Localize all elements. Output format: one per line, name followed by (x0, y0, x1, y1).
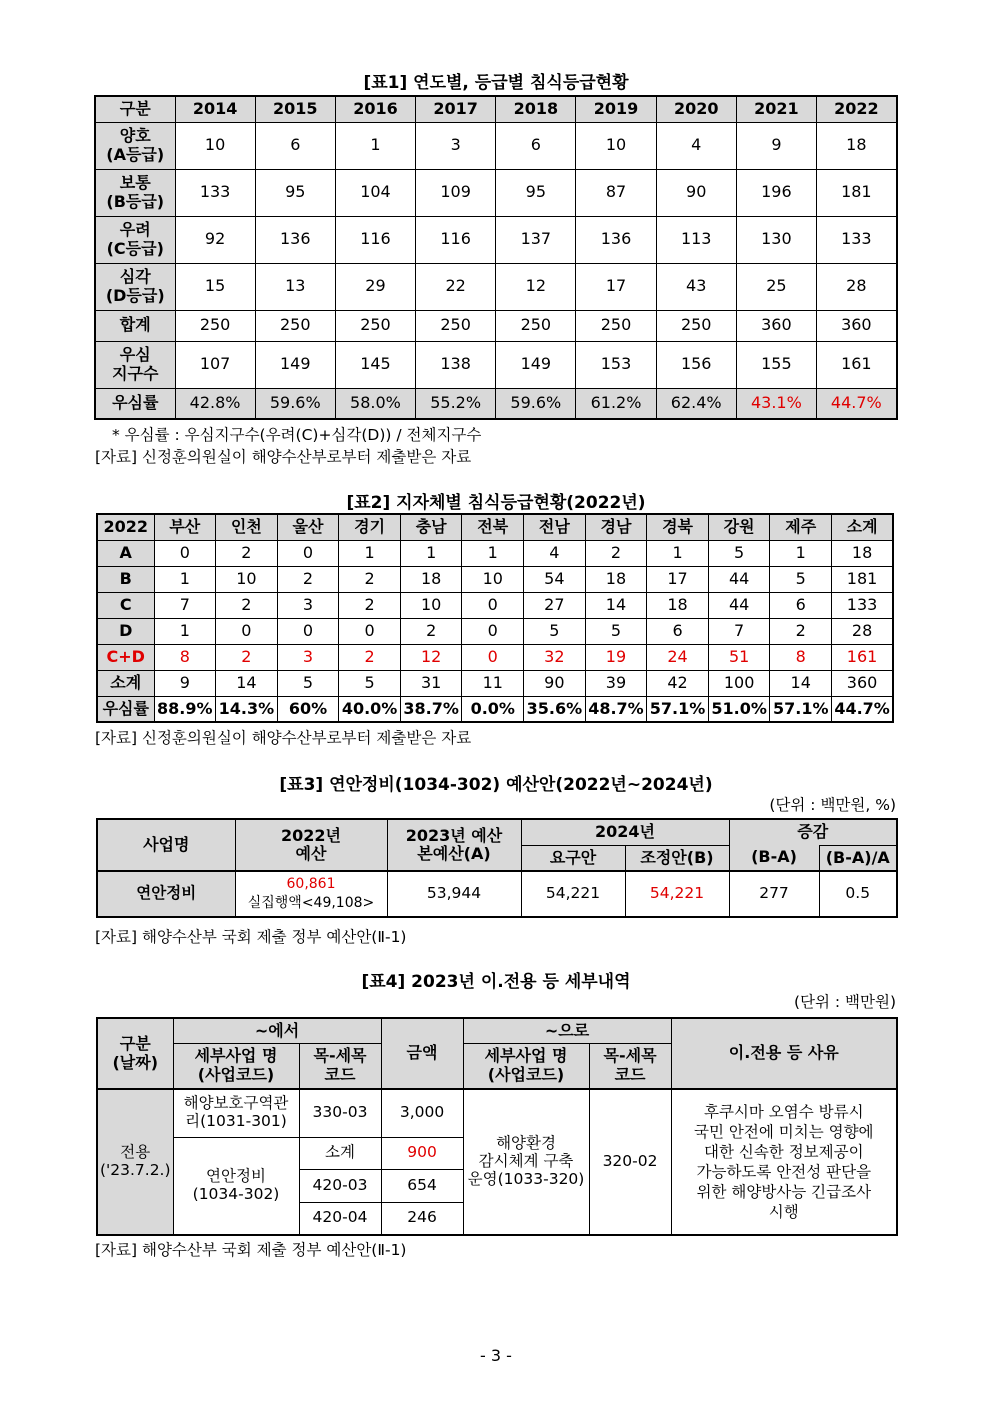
t1-cell: 87 (576, 169, 656, 216)
t2-header-region: 충남 (400, 514, 462, 540)
t1-cell: 250 (255, 310, 335, 341)
t2-cell: 51 (708, 644, 770, 670)
t2-cell: 3 (277, 644, 339, 670)
t1-cell: 149 (255, 341, 335, 388)
t2-header-region: 소계 (832, 514, 894, 540)
t2-cell: 32 (524, 644, 586, 670)
t1-cell: 153 (576, 341, 656, 388)
t1-cell: 59.6% (255, 388, 335, 419)
t1-cell: 9 (736, 122, 816, 169)
t1-header-label: 구분 (95, 96, 175, 122)
t1-header-year: 2020 (656, 96, 736, 122)
t1-row-label: 심각 (D등급) (95, 263, 175, 310)
table4 (96, 1017, 898, 1236)
page-number: - 3 - (480, 1346, 512, 1365)
t1-cell: 43 (656, 263, 736, 310)
t2-header-region: 경북 (647, 514, 709, 540)
t2-cell: 24 (647, 644, 709, 670)
t1-cell: 92 (175, 216, 255, 263)
t2-cell: 38.7% (400, 696, 462, 722)
t4-from2b-code: 420-04 (299, 1202, 381, 1235)
t1-cell: 250 (496, 310, 576, 341)
t2-cell: 51.0% (708, 696, 770, 722)
t2-cell: 18 (400, 566, 462, 592)
t4-from2-name: 연안정비 (1034-302) (173, 1137, 299, 1235)
t4-from1-code: 330-03 (299, 1089, 381, 1137)
table3-title: [표3] 연안정비(1034-302) 예산안(2022년~2024년) (279, 775, 713, 795)
t1-cell: 6 (496, 122, 576, 169)
table3-unit: (단위 : 백만원, %) (769, 796, 896, 814)
t3-h-2024: 2024년 (521, 819, 729, 845)
t3-budget-2023: 53,944 (387, 871, 521, 917)
t2-cell: 14 (585, 592, 647, 618)
t2-cell: 1 (647, 540, 709, 566)
t2-cell: 10 (400, 592, 462, 618)
t1-cell: 4 (656, 122, 736, 169)
t2-cell: 14 (216, 670, 278, 696)
t1-cell: 28 (817, 263, 897, 310)
t2-cell: 44 (708, 566, 770, 592)
t2-header-region: 제주 (770, 514, 832, 540)
t2-cell: 4 (524, 540, 586, 566)
table2-source: [자료] 신정훈의원실이 해양수산부로부터 제출받은 자료 (95, 729, 472, 747)
t2-row-label: B (97, 566, 154, 592)
t2-cell: 6 (647, 618, 709, 644)
t1-cell: 196 (736, 169, 816, 216)
t3-h-diff: (B-A) (729, 845, 819, 871)
t1-cell: 250 (416, 310, 496, 341)
t2-cell: 18 (647, 592, 709, 618)
t1-row-label: 우려 (C등급) (95, 216, 175, 263)
t2-cell: 54 (524, 566, 586, 592)
t1-header-year: 2019 (576, 96, 656, 122)
t4-h-to-name: 세부사업 명 (사업코드) (463, 1043, 589, 1089)
t2-header-region: 인천 (216, 514, 278, 540)
t2-cell: 1 (462, 540, 524, 566)
table4-title: [표4] 2023년 이.전용 등 세부내역 (361, 972, 631, 992)
table3 (96, 818, 898, 918)
t1-cell: 15 (175, 263, 255, 310)
t2-cell: 44 (708, 592, 770, 618)
t4-h-from: ~에서 (173, 1018, 381, 1043)
t2-cell: 0 (339, 618, 401, 644)
table2-title: [표2] 지자체별 침식등급현황(2022년) (346, 493, 646, 513)
t4-h-to-code: 목-세목 코드 (589, 1043, 671, 1089)
t2-cell: 0 (277, 540, 339, 566)
table1-source: [자료] 신정훈의원실이 해양수산부로부터 제출받은 자료 (95, 448, 472, 466)
table4-unit: (단위 : 백만원) (793, 993, 896, 1011)
t4-reason: 후쿠시마 오염수 방류시 국민 안전에 미치는 영향에 대한 신속한 정보제공이 가능하도록 안전성 판단을 위한 해양방사능 긴급조사 시행 (671, 1089, 897, 1235)
t1-cell: 59.6% (496, 388, 576, 419)
t1-cell: 250 (576, 310, 656, 341)
t2-cell: 42 (647, 670, 709, 696)
t2-cell: 19 (585, 644, 647, 670)
t2-cell: 2 (585, 540, 647, 566)
t1-cell: 29 (335, 263, 415, 310)
t2-cell: 2 (339, 592, 401, 618)
t1-cell: 250 (175, 310, 255, 341)
t1-cell: 156 (656, 341, 736, 388)
t2-cell: 60% (277, 696, 339, 722)
t3-h-ratio: (B-A)/A (819, 845, 897, 871)
t2-row-label: 우심률 (97, 696, 154, 722)
t2-cell: 44.7% (832, 696, 894, 722)
t2-cell: 57.1% (770, 696, 832, 722)
t3-h-adjusted: 조정안(B) (625, 845, 729, 871)
t1-header-year: 2021 (736, 96, 816, 122)
t2-cell: 5 (339, 670, 401, 696)
t2-row-label: A (97, 540, 154, 566)
t2-cell: 2 (216, 540, 278, 566)
t2-header-region: 부산 (154, 514, 216, 540)
t2-row-label: 소계 (97, 670, 154, 696)
t4-h-amount: 금액 (381, 1018, 463, 1089)
t2-cell: 0.0% (462, 696, 524, 722)
t2-cell: 27 (524, 592, 586, 618)
t2-cell: 7 (708, 618, 770, 644)
t1-cell: 12 (496, 263, 576, 310)
t1-cell: 6 (255, 122, 335, 169)
t1-header-year: 2014 (175, 96, 255, 122)
t2-cell: 40.0% (339, 696, 401, 722)
t2-cell: 0 (462, 592, 524, 618)
t2-cell: 17 (647, 566, 709, 592)
t2-cell: 31 (400, 670, 462, 696)
t2-cell: 100 (708, 670, 770, 696)
t1-cell: 130 (736, 216, 816, 263)
t1-cell: 22 (416, 263, 496, 310)
t1-cell: 145 (335, 341, 415, 388)
t4-from2a-amount: 654 (381, 1169, 463, 1202)
t2-cell: 2 (216, 592, 278, 618)
t2-header-region: 전북 (462, 514, 524, 540)
t2-header-region: 울산 (277, 514, 339, 540)
t1-cell: 133 (175, 169, 255, 216)
table4-source: [자료] 해양수산부 국회 제출 정부 예산안(Ⅱ-1) (95, 1241, 407, 1259)
t2-cell: 39 (585, 670, 647, 696)
t1-cell: 155 (736, 341, 816, 388)
t1-cell: 95 (255, 169, 335, 216)
t2-cell: 12 (400, 644, 462, 670)
t3-executed: 실집행액<49,108> (247, 895, 375, 911)
t1-cell: 104 (335, 169, 415, 216)
t2-cell: 11 (462, 670, 524, 696)
t1-cell: 61.2% (576, 388, 656, 419)
t4-h-from-name: 세부사업 명 (사업코드) (173, 1043, 299, 1089)
table2 (96, 513, 894, 723)
t2-cell: 48.7% (585, 696, 647, 722)
table3-source: [자료] 해양수산부 국회 제출 정부 예산안(Ⅱ-1) (95, 928, 407, 946)
t1-cell: 18 (817, 122, 897, 169)
t3-request: 54,221 (521, 871, 625, 917)
t2-cell: 133 (832, 592, 894, 618)
t2-cell: 2 (339, 644, 401, 670)
t1-cell: 138 (416, 341, 496, 388)
t2-row-label: D (97, 618, 154, 644)
t1-cell: 44.7% (817, 388, 897, 419)
t2-cell: 5 (708, 540, 770, 566)
t2-cell: 2 (770, 618, 832, 644)
t2-cell: 1 (154, 618, 216, 644)
t3-h-change: 증감 (729, 819, 897, 845)
t2-header-region: 경남 (585, 514, 647, 540)
t4-to-name: 해양환경 감시체계 구축 운영(1033-320) (463, 1089, 589, 1235)
t1-cell: 181 (817, 169, 897, 216)
t3-h-2022: 2022년 예산 (235, 819, 387, 871)
t2-cell: 5 (585, 618, 647, 644)
t4-subtotal-amount: 900 (381, 1137, 463, 1169)
t1-cell: 116 (416, 216, 496, 263)
t1-cell: 360 (736, 310, 816, 341)
t1-cell: 42.8% (175, 388, 255, 419)
t1-cell: 107 (175, 341, 255, 388)
t2-cell: 8 (770, 644, 832, 670)
t1-cell: 1 (335, 122, 415, 169)
t2-cell: 5 (770, 566, 832, 592)
t3-adjusted: 54,221 (625, 871, 729, 917)
t2-header-year: 2022 (97, 514, 154, 540)
t1-cell: 58.0% (335, 388, 415, 419)
t1-cell: 250 (335, 310, 415, 341)
t2-cell: 1 (154, 566, 216, 592)
t1-cell: 90 (656, 169, 736, 216)
t1-cell: 360 (817, 310, 897, 341)
t4-h-from-code: 목-세목 코드 (299, 1043, 381, 1089)
t1-cell: 133 (817, 216, 897, 263)
t4-from1-amount: 3,000 (381, 1089, 463, 1137)
t1-header-year: 2018 (496, 96, 576, 122)
t1-cell: 43.1% (736, 388, 816, 419)
t1-header-year: 2017 (416, 96, 496, 122)
t1-cell: 136 (576, 216, 656, 263)
t2-cell: 5 (524, 618, 586, 644)
t2-cell: 1 (770, 540, 832, 566)
t4-to-code: 320-02 (589, 1089, 671, 1235)
t3-budget-2022-cell (235, 871, 387, 917)
t2-header-region: 경기 (339, 514, 401, 540)
t2-cell: 10 (216, 566, 278, 592)
t2-cell: 14.3% (216, 696, 278, 722)
t2-cell: 9 (154, 670, 216, 696)
t2-cell: 88.9% (154, 696, 216, 722)
t4-from2a-code: 420-03 (299, 1169, 381, 1202)
t1-cell: 62.4% (656, 388, 736, 419)
t2-cell: 2 (277, 566, 339, 592)
t2-row-label: C (97, 592, 154, 618)
t4-from1-name: 해양보호구역관 리(1031-301) (173, 1089, 299, 1137)
t1-cell: 109 (416, 169, 496, 216)
t3-project: 연안정비 (97, 871, 235, 917)
t1-cell: 161 (817, 341, 897, 388)
t3-diff: 277 (729, 871, 819, 917)
table1 (94, 95, 898, 420)
t2-cell: 2 (400, 618, 462, 644)
t3-h-request: 요구안 (521, 845, 625, 871)
t1-cell: 95 (496, 169, 576, 216)
t3-budget-2022: 60,861 (286, 876, 336, 893)
t1-header-year: 2022 (817, 96, 897, 122)
t1-row-label: 보통 (B등급) (95, 169, 175, 216)
t4-subtotal-label: 소계 (299, 1137, 381, 1169)
t2-cell: 2 (339, 566, 401, 592)
t4-h-to: ~으로 (463, 1018, 671, 1043)
t1-cell: 113 (656, 216, 736, 263)
t2-cell: 360 (832, 670, 894, 696)
t2-header-region: 전남 (524, 514, 586, 540)
t2-cell: 6 (770, 592, 832, 618)
t2-cell: 2 (216, 644, 278, 670)
t1-cell: 250 (656, 310, 736, 341)
t2-cell: 18 (832, 540, 894, 566)
t3-h-project: 사업명 (97, 819, 235, 871)
t2-cell: 7 (154, 592, 216, 618)
t1-cell: 55.2% (416, 388, 496, 419)
t2-cell: 3 (277, 592, 339, 618)
t2-cell: 0 (277, 618, 339, 644)
t2-cell: 0 (462, 644, 524, 670)
t3-h-2023: 2023년 예산 본예산(A) (387, 819, 521, 871)
t1-header-year: 2015 (255, 96, 335, 122)
t2-cell: 1 (400, 540, 462, 566)
t1-row-label: 우심률 (95, 388, 175, 419)
t2-cell: 18 (585, 566, 647, 592)
t4-category: 전용 ('23.7.2.) (97, 1089, 173, 1235)
t2-cell: 0 (154, 540, 216, 566)
t2-cell: 28 (832, 618, 894, 644)
t4-h-reason: 이.전용 등 사유 (671, 1018, 897, 1089)
t1-cell: 149 (496, 341, 576, 388)
t1-cell: 116 (335, 216, 415, 263)
t3-ratio: 0.5 (819, 871, 897, 917)
t2-row-label: C+D (97, 644, 154, 670)
t2-cell: 0 (462, 618, 524, 644)
t1-cell: 3 (416, 122, 496, 169)
t1-cell: 137 (496, 216, 576, 263)
t1-cell: 10 (576, 122, 656, 169)
t1-cell: 13 (255, 263, 335, 310)
t1-row-label: 양호 (A등급) (95, 122, 175, 169)
t2-cell: 90 (524, 670, 586, 696)
t2-header-region: 강원 (708, 514, 770, 540)
t4-h-category: 구분 (날짜) (97, 1018, 173, 1089)
t2-cell: 0 (216, 618, 278, 644)
t2-cell: 8 (154, 644, 216, 670)
t2-cell: 161 (832, 644, 894, 670)
t2-cell: 5 (277, 670, 339, 696)
t2-cell: 57.1% (647, 696, 709, 722)
t4-from2b-amount: 246 (381, 1202, 463, 1235)
t2-cell: 14 (770, 670, 832, 696)
t2-cell: 181 (832, 566, 894, 592)
t1-header-year: 2016 (335, 96, 415, 122)
t2-cell: 1 (339, 540, 401, 566)
t1-cell: 10 (175, 122, 255, 169)
table1-note: * 우심률 : 우심지구수(우려(C)+심각(D)) / 전체지구수 (112, 426, 482, 444)
t1-row-label: 합계 (95, 310, 175, 341)
t2-cell: 10 (462, 566, 524, 592)
t1-cell: 136 (255, 216, 335, 263)
t1-row-label: 우심 지구수 (95, 341, 175, 388)
t1-cell: 25 (736, 263, 816, 310)
table1-title: [표1] 연도별, 등급별 침식등급현황 (363, 73, 629, 93)
t1-cell: 17 (576, 263, 656, 310)
t2-cell: 35.6% (524, 696, 586, 722)
